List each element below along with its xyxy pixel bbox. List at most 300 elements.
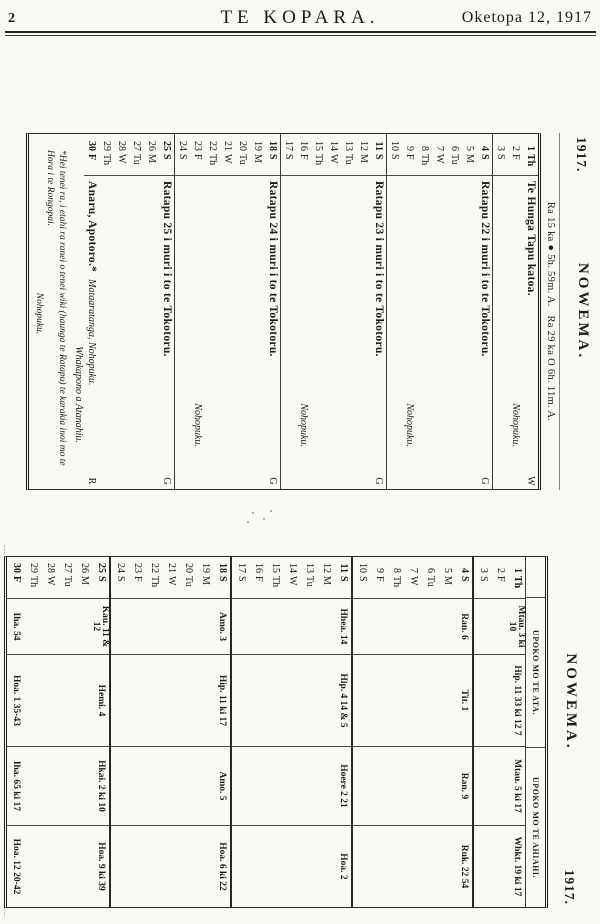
evening-first-lesson: [145, 747, 162, 826]
calendar-row: [144, 134, 159, 489]
weekday-abbrev: M: [250, 153, 265, 176]
morning-second-lesson: [421, 655, 438, 747]
weekday-abbrev: W: [114, 153, 129, 176]
lessons-row: [404, 557, 421, 907]
morning-first-lesson: Iha. 54: [7, 599, 24, 655]
lessons-row: [508, 557, 525, 907]
morning-second-lesson: [128, 655, 145, 747]
date-number: 18: [217, 563, 228, 573]
evening-second-lesson: [421, 826, 438, 907]
date-number: 11: [338, 563, 349, 573]
weekday-abbrev: Tu: [300, 575, 317, 599]
weekday-abbrev: W: [220, 153, 235, 176]
morning-first-lesson: [128, 599, 145, 655]
evening-first-lesson: [283, 747, 300, 826]
morning-first-lesson: Mtau. 3 ki 10: [508, 599, 525, 655]
liturgical-color: W: [525, 476, 536, 486]
weekday-abbrev: W: [41, 575, 58, 599]
lessons-row: [24, 557, 41, 907]
evening-second-lesson: [75, 826, 92, 907]
weekday-abbrev: Th: [145, 575, 162, 599]
morning-second-lesson: Tit. 1: [455, 655, 472, 747]
lessons-row: [266, 557, 283, 907]
morning-first-lesson: [300, 599, 317, 655]
lessons-table: [8, 556, 596, 908]
morning-second-lesson: [24, 655, 41, 747]
weekday-abbrev: M: [317, 575, 334, 599]
calendar-row: [493, 134, 508, 489]
calendar-row: [477, 134, 493, 489]
weekday-abbrev: S: [175, 153, 190, 176]
calendar-row: [326, 134, 341, 489]
evening-second-lesson: [370, 826, 387, 907]
calendar-year: 1917.: [574, 137, 589, 173]
fast-note: Nohopuku.: [510, 403, 521, 447]
morning-first-lesson: [232, 599, 249, 655]
date-number: 21: [166, 563, 177, 573]
weekday-abbrev: Tu: [235, 153, 250, 176]
date-number: 1: [525, 146, 536, 151]
page-fold-line: [4, 545, 5, 917]
calendar-row: [235, 134, 250, 489]
evening-second-lesson: Ruk. 22 54: [458, 844, 469, 889]
date-number: 11: [373, 141, 384, 151]
lessons-grid: [4, 556, 548, 908]
evening-second-lesson: [58, 826, 75, 907]
evening-first-lesson: [128, 747, 145, 826]
weekday-abbrev: S: [353, 575, 370, 599]
evening-first-lesson: [491, 747, 508, 826]
morning-first-lesson: [111, 599, 128, 655]
calendar-table-rotated: [18, 133, 598, 490]
evening-first-lesson: [111, 747, 128, 826]
evening-first-lesson: [24, 747, 41, 826]
morning-second-lesson: [491, 655, 508, 747]
feast-name: Te Hunga Tapu katoa.: [525, 181, 537, 296]
calendar-row: [417, 134, 432, 489]
calendar-row: [250, 134, 265, 489]
evening-second-lesson: [162, 826, 179, 907]
weekday-abbrev: Th: [417, 153, 432, 176]
lessons-row: [438, 557, 455, 907]
feast-name: Ratapu 25 i muri i to te Tokotoru.: [161, 181, 173, 357]
evening-first-lesson: [196, 747, 213, 826]
evening-second-lesson: [196, 826, 213, 907]
calendar-row: [129, 134, 144, 489]
calendar-row: [432, 134, 447, 489]
weekday-abbrev: M: [356, 153, 371, 176]
moon-phase-line: Ra 15 ka ● 5h. 59m. A. Ra 29 ka O 6h. 11m. A.: [541, 133, 560, 490]
weekday-abbrev: Th: [24, 575, 41, 599]
evening-second-lesson: [438, 826, 455, 907]
weekday-abbrev: S: [474, 575, 491, 599]
evening-first-lesson: [179, 747, 196, 826]
calendar-row: [387, 134, 402, 489]
calendar-row: [114, 134, 129, 489]
calendar-row: [371, 134, 387, 489]
weekday-abbrev: S: [111, 575, 128, 599]
evening-second-lesson: [249, 826, 266, 907]
morning-second-lesson: [283, 655, 300, 747]
weekday-abbrev: M: [196, 575, 213, 599]
evening-second-lesson: [128, 826, 145, 907]
footnote-end: Nohopuku.: [34, 292, 44, 335]
scan-speck: [247, 521, 249, 523]
calendar-row: [356, 134, 371, 489]
calendar-title-row: [560, 133, 598, 490]
morning-first-lesson: [24, 599, 41, 655]
weekday-abbrev: F: [402, 153, 417, 176]
weekday-abbrev: W: [283, 575, 300, 599]
evening-first-lesson: [387, 747, 404, 826]
date-number: 29: [28, 563, 39, 573]
date-number: 28: [45, 563, 56, 573]
evening-second-lesson: [24, 826, 41, 907]
morning-first-lesson: [353, 599, 370, 655]
weekday-abbrev: Tu: [129, 153, 144, 176]
date-number: 22: [207, 141, 218, 151]
lessons-row: [7, 557, 24, 907]
calendar-row: [311, 134, 326, 489]
morning-second-lesson: [266, 655, 283, 747]
lessons-row: [317, 557, 334, 907]
date-number: 16: [253, 563, 264, 573]
weekday-abbrev: S: [455, 575, 472, 599]
calendar-rows: [71, 134, 538, 489]
evening-first-lesson: Hkai. 2 ki 10: [92, 747, 109, 826]
date-number: 18: [267, 141, 278, 151]
liturgical-color: G: [373, 477, 384, 485]
lessons-row: [58, 557, 75, 907]
weekday-abbrev: F: [128, 575, 145, 599]
fast-note: Nohopuku.: [298, 403, 309, 447]
weekday-abbrev: M: [438, 575, 455, 599]
evening-first-lesson: [300, 747, 317, 826]
weekday-abbrev: F: [190, 153, 205, 176]
calendar-row: [462, 134, 477, 489]
morning-second-lesson: [404, 655, 421, 747]
date-number: 4: [479, 146, 490, 151]
calendar-entry-cell: [190, 176, 205, 473]
calendar-row: [296, 134, 311, 489]
calendar-entry-cell: [508, 176, 523, 473]
lessons-rows: [7, 557, 525, 907]
calendar-row: [220, 134, 235, 489]
date-number: 9: [374, 568, 385, 573]
date-number: 25: [96, 563, 107, 573]
evening-first-lesson: [232, 747, 249, 826]
morning-lessons-header: UPOKO MO TE ATA.: [526, 598, 545, 748]
morning-first-lesson: [474, 599, 491, 655]
calendar-row: [175, 134, 190, 489]
scan-speck: [263, 518, 265, 520]
scan-speck: [252, 512, 254, 514]
lessons-row: [196, 557, 213, 907]
lessons-row: [145, 557, 162, 907]
morning-second-lesson: [353, 655, 370, 747]
date-number: 3: [495, 146, 506, 151]
weekday-abbrev: Tu: [341, 153, 356, 176]
weekday-abbrev: S: [265, 153, 280, 176]
morning-first-lesson: Kau. 11 & 12: [92, 599, 109, 655]
weekday-abbrev: S: [92, 575, 109, 599]
calendar-row: [341, 134, 356, 489]
lessons-row: [41, 557, 58, 907]
lessons-row: [300, 557, 317, 907]
morning-second-lesson: [41, 655, 58, 747]
lessons-row: [128, 557, 145, 907]
evening-first-lesson: [162, 747, 179, 826]
date-number: 3: [478, 568, 489, 573]
evening-second-lesson: Hoa. 2: [337, 853, 348, 880]
morning-first-lesson: [75, 599, 92, 655]
date-number: 5: [442, 568, 453, 573]
evening-first-lesson: Ran. 9: [455, 747, 472, 826]
inline-note: Mataaratanga, Nohopuku.: [86, 279, 97, 386]
weekday-abbrev: M: [462, 153, 477, 176]
liturgical-color: G: [161, 477, 172, 485]
morning-second-lesson: [75, 655, 92, 747]
calendar-row: [508, 134, 523, 489]
header-double-rule: [5, 31, 596, 36]
date-number: 7: [408, 568, 419, 573]
lessons-row: [283, 557, 300, 907]
evening-first-lesson: [474, 747, 491, 826]
page-number: 2: [8, 11, 15, 26]
morning-first-lesson: [438, 599, 455, 655]
lessons-row: [111, 557, 128, 907]
evening-first-lesson: [58, 747, 75, 826]
calendar-row: [447, 134, 462, 489]
weekday-abbrev: F: [84, 153, 99, 176]
morning-second-lesson: [474, 655, 491, 747]
date-number: 9: [404, 146, 415, 151]
date-number: 14: [287, 563, 298, 573]
date-number: 8: [391, 568, 402, 573]
evening-first-lesson: [317, 747, 334, 826]
date-number: 23: [132, 563, 143, 573]
weekday-abbrev: Tu: [447, 153, 462, 176]
liturgical-color: R: [86, 477, 97, 485]
feast-name: Ratapu 23 i muri i to te Tokotoru.: [373, 181, 385, 357]
weekday-abbrev: F: [7, 575, 24, 599]
evening-second-lesson: [300, 826, 317, 907]
weekday-abbrev: M: [144, 153, 159, 176]
evening-first-lesson: [353, 747, 370, 826]
date-number: 22: [149, 563, 160, 573]
morning-first-lesson: [404, 599, 421, 655]
calendar-month: NOWEMA.: [575, 262, 591, 361]
morning-second-lesson: [162, 655, 179, 747]
morning-second-lesson: Hoa. 1 35-43: [7, 655, 24, 747]
morning-second-lesson: [111, 655, 128, 747]
morning-second-lesson: [370, 655, 387, 747]
weekday-abbrev: S: [281, 153, 296, 176]
calendar-entry-cell: [523, 176, 538, 473]
evening-second-lesson: Hoa. 12 20-42: [10, 838, 21, 895]
lessons-row: [213, 557, 232, 907]
weekday-abbrev: W: [404, 575, 421, 599]
date-number: 1: [512, 568, 523, 573]
calendar-row: [159, 134, 175, 489]
lessons-table-rotated: [8, 556, 596, 908]
morning-first-lesson: [179, 599, 196, 655]
morning-second-lesson: [317, 655, 334, 747]
calendar-row: [402, 134, 417, 489]
lessons-row: [75, 557, 92, 907]
weekday-abbrev: Tu: [179, 575, 196, 599]
weekday-abbrev: W: [326, 153, 341, 176]
weekday-abbrev: S: [493, 153, 508, 176]
evening-second-lesson: Hoa. 9 ki 39: [95, 842, 106, 891]
weekday-abbrev: Tu: [421, 575, 438, 599]
date-number: 13: [343, 141, 354, 151]
lessons-row: [162, 557, 179, 907]
date-number: 10: [357, 563, 368, 573]
date-number: 27: [62, 563, 73, 573]
date-number: 24: [177, 141, 188, 151]
evening-first-lesson: [41, 747, 58, 826]
date-number: 30: [11, 563, 22, 573]
evening-lessons-header: UPOKO MO TE AHIAHI.: [531, 777, 540, 878]
evening-first-lesson: [438, 747, 455, 826]
morning-first-lesson: [266, 599, 283, 655]
evening-second-lesson: Whkt. 19 ki 17: [511, 836, 522, 897]
evening-second-lesson: [353, 826, 370, 907]
morning-second-lesson: [387, 655, 404, 747]
morning-second-lesson: [300, 655, 317, 747]
date-number: 17: [236, 563, 247, 573]
date-number: 15: [313, 141, 324, 151]
masthead-title: TE KOPARA.: [220, 7, 380, 28]
weekday-abbrev: F: [370, 575, 387, 599]
date-number: 20: [183, 563, 194, 573]
morning-second-lesson: Hip. 4 14 & 5: [334, 655, 351, 747]
date-number: 7: [434, 146, 445, 151]
date-number: 20: [237, 141, 248, 151]
evening-first-lesson: Mtau. 5 ki 17: [508, 747, 525, 826]
weekday-abbrev: Th: [266, 575, 283, 599]
morning-first-lesson: Ran. 6: [455, 599, 472, 655]
weekday-abbrev: F: [296, 153, 311, 176]
evening-first-lesson: Hoere 2 21: [334, 747, 351, 826]
morning-second-lesson: Hemi. 4: [92, 655, 109, 747]
date-number: 15: [270, 563, 281, 573]
evening-first-lesson: [404, 747, 421, 826]
weekday-abbrev: S: [334, 575, 351, 599]
fast-note: Nohopuku.: [404, 403, 415, 447]
date-number: 21: [222, 141, 233, 151]
weekday-abbrev: Th: [311, 153, 326, 176]
evening-second-lesson: [404, 826, 421, 907]
date-number: 8: [419, 146, 430, 151]
morning-first-lesson: [370, 599, 387, 655]
date-number: 26: [146, 141, 157, 151]
calendar-entry-cell: [371, 176, 386, 473]
calendar-footnote: [30, 134, 72, 489]
date-number: 19: [252, 141, 263, 151]
weekday-abbrev: F: [508, 153, 523, 176]
weekday-abbrev: W: [162, 575, 179, 599]
weekday-abbrev: S: [477, 153, 492, 176]
date-number: 16: [298, 141, 309, 151]
morning-first-lesson: [162, 599, 179, 655]
morning-first-lesson: [145, 599, 162, 655]
footnote-text: *Hei tenei ra, i etahi ra ranei o tenei wiki (haunga te Ratapu) te karakia inoi mo te Hora i te Rongopai.: [45, 150, 67, 466]
calendar-row: [281, 134, 296, 489]
weekday-abbrev: S: [213, 575, 230, 599]
evening-second-lesson: Hoa. 6 ki 22: [216, 842, 227, 891]
evening-first-lesson: [75, 747, 92, 826]
date-number: 26: [79, 563, 90, 573]
date-number: 25: [161, 141, 172, 151]
lessons-title-row: [548, 556, 596, 908]
weekday-abbrev: S: [232, 575, 249, 599]
lessons-row: [249, 557, 266, 907]
calendar-row: [265, 134, 281, 489]
date-number: 12: [321, 563, 332, 573]
weekday-abbrev: M: [75, 575, 92, 599]
lessons-row: [387, 557, 404, 907]
entry-second-line: Whakapono a Atanahiu.: [73, 346, 84, 443]
page-header: [8, 5, 592, 31]
evening-second-lesson: [232, 826, 249, 907]
lessons-row: [179, 557, 196, 907]
evening-second-lesson: [387, 826, 404, 907]
lessons-row: [353, 557, 370, 907]
lessons-row: [455, 557, 474, 907]
morning-first-lesson: [283, 599, 300, 655]
weekday-abbrev: S: [371, 153, 386, 176]
evening-first-lesson: [421, 747, 438, 826]
weekday-abbrev: Th: [508, 575, 525, 599]
evening-second-lesson: [111, 826, 128, 907]
liturgical-color: G: [479, 477, 490, 485]
morning-first-lesson: [421, 599, 438, 655]
morning-first-lesson: [41, 599, 58, 655]
morning-first-lesson: Hhea. 14: [334, 599, 351, 655]
evening-first-lesson: [249, 747, 266, 826]
evening-first-lesson: Amo. 5: [213, 747, 230, 826]
lessons-row: [491, 557, 508, 907]
date-number: 6: [425, 568, 436, 573]
date-number: 30: [86, 141, 97, 151]
date-number: 27: [131, 141, 142, 151]
morning-second-lesson: Hip. 11 33 ki 12 7: [508, 655, 525, 747]
date-number: 19: [200, 563, 211, 573]
morning-second-lesson: [232, 655, 249, 747]
lessons-row: [421, 557, 438, 907]
calendar-entry-cell: [72, 176, 99, 473]
calendar-entry-cell: [402, 176, 417, 473]
calendar-entry-cell: [477, 176, 492, 473]
date-number: 10: [389, 141, 400, 151]
morning-first-lesson: [491, 599, 508, 655]
lessons-row: [334, 557, 353, 907]
morning-second-lesson: [249, 655, 266, 747]
calendar-entry-cell: [265, 176, 280, 473]
date-number: 6: [449, 146, 460, 151]
date-number: 4: [459, 568, 470, 573]
weekday-abbrev: S: [159, 153, 174, 176]
date-number: 2: [510, 146, 521, 151]
evening-second-lesson: [145, 826, 162, 907]
liturgical-color: G: [267, 477, 278, 485]
lessons-row: [474, 557, 491, 907]
calendar-table: [18, 133, 598, 490]
date-number: 14: [328, 141, 339, 151]
evening-first-lesson: [370, 747, 387, 826]
